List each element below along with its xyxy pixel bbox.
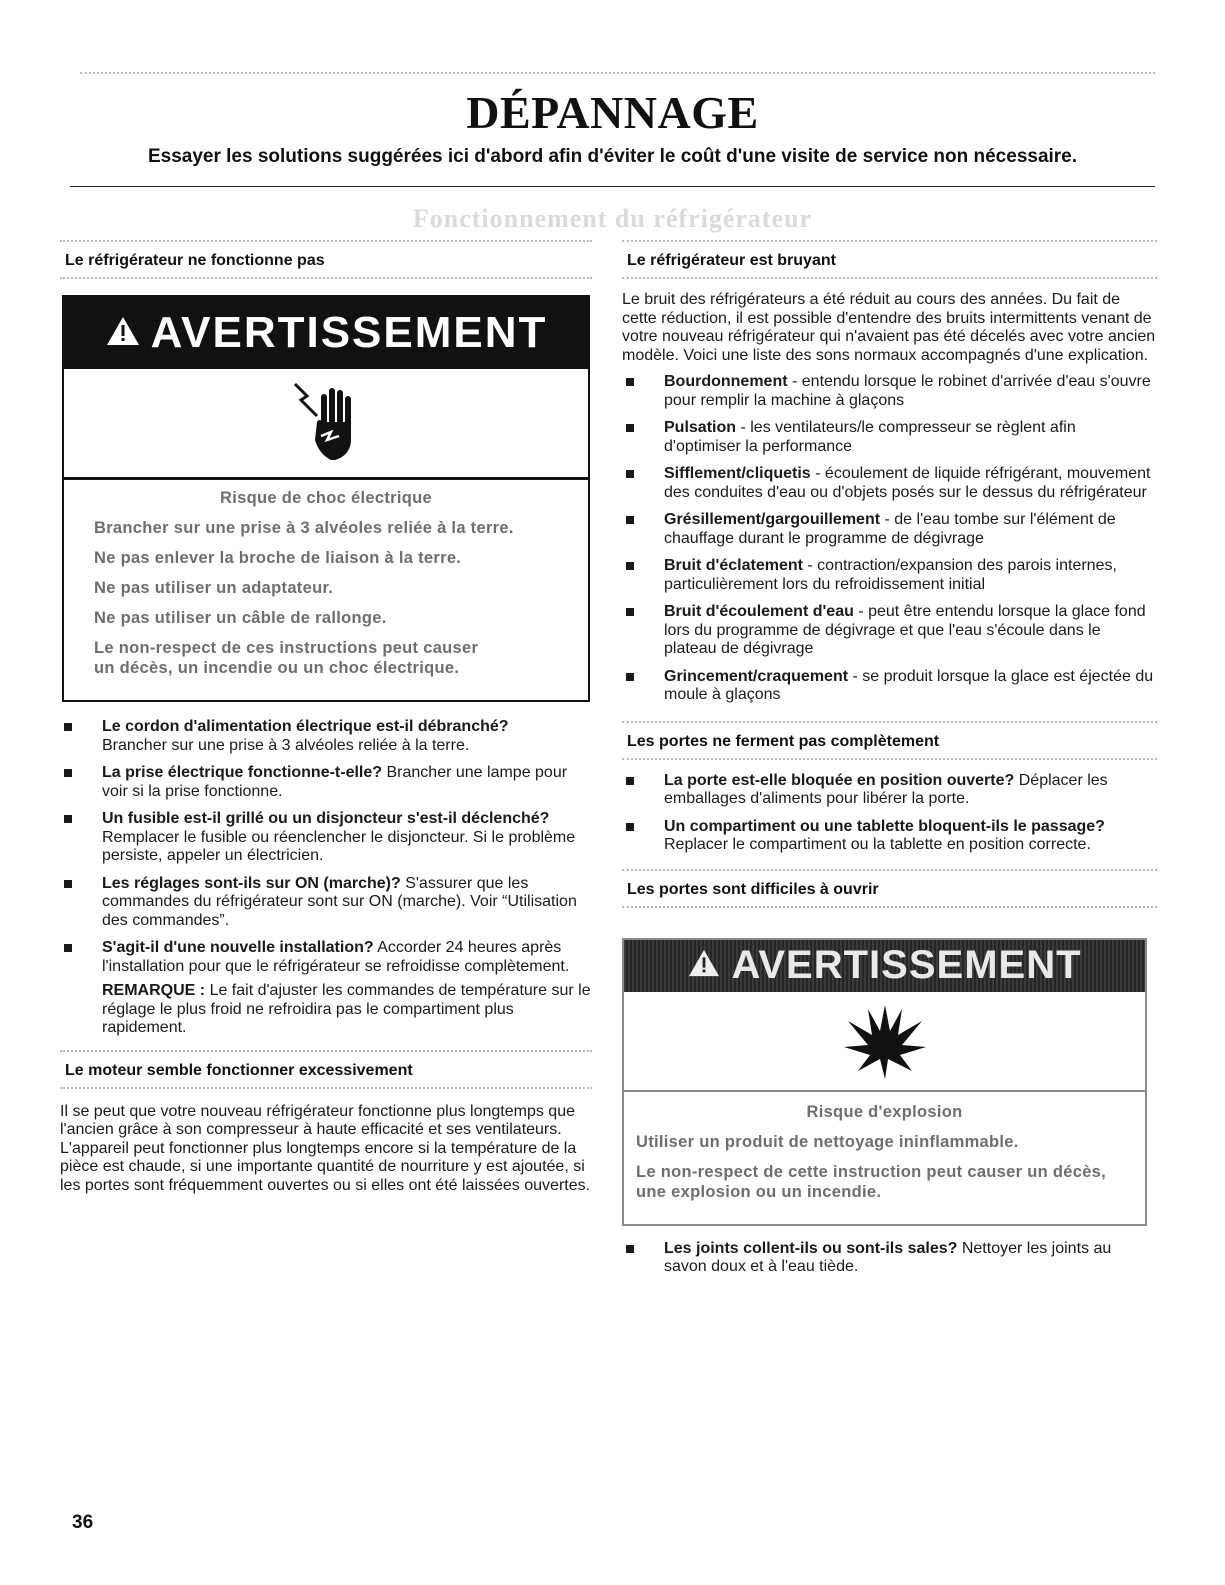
- section-heading: Fonctionnement du réfrigérateur: [412, 204, 813, 233]
- list-item: [60, 875, 592, 931]
- page-number: 36: [72, 1512, 94, 1533]
- item-answer: Déplacer les emballages d'aliments pour libérer la porte.: [664, 771, 1108, 807]
- page-subtitle: Essayer les solutions suggérées ici d'abord afin d'éviter le coût d'une visite de service non nécessaire.: [147, 146, 1078, 167]
- warning-triangle-icon: [105, 308, 141, 358]
- item-question: Les joints collent-ils ou sont-ils sales?: [664, 1239, 958, 1257]
- bullet-icon: [626, 1245, 634, 1253]
- electric-shock-hand-icon: [291, 378, 361, 468]
- warning-line: Ne pas utiliser un câble de rallonge.: [94, 609, 387, 627]
- bullet-icon: [64, 815, 72, 823]
- sound-desc: - de l'eau tombe sur l'élément de chauffage durant le programme de dégivrage: [664, 511, 1116, 547]
- shock-hazard-title: Risque de choc électrique: [220, 489, 432, 507]
- list-item: [60, 764, 592, 801]
- note-label: REMARQUE :: [102, 982, 206, 999]
- warning-consequence: une explosion ou un incendie.: [636, 1182, 882, 1201]
- warning-band: [624, 940, 1145, 992]
- sound-name: Bruit d'écoulement d'eau: [664, 603, 854, 620]
- item-question: Le cordon d'alimentation électrique est-il débranché?: [102, 718, 509, 735]
- list-item: [622, 772, 1157, 809]
- warning-consequence: un décès, un incendie ou un choc électrique.: [94, 659, 460, 677]
- sound-desc: - se produit lorsque la glace est éjectée du moule à glaçons: [664, 667, 1154, 703]
- warning-line: Utiliser un produit de nettoyage ininflammable.: [636, 1132, 1019, 1151]
- sound-desc: - peut être entendu lorsque la glace fond lors du programme de dégivrage et que l'eau s'écoule dans le plateau de dégivrage: [664, 603, 1146, 657]
- sound-desc: - écoulement de liquide réfrigérant, mouvement des conduites d'eau ou d'objets posés sur le dessus du réfrigérateur: [664, 465, 1151, 501]
- note-text: Le fait d'ajuster les commandes de température sur le réglage le plus froid ne refroidira pas le compartiment plus rapidement.: [102, 982, 591, 1036]
- warning-consequence: Le non-respect de ces instructions peut causer: [94, 639, 479, 657]
- sound-name: Pulsation: [664, 419, 737, 436]
- item-answer: Brancher une lampe pour voir si la prise fonctionne.: [102, 764, 568, 800]
- sound-name: Sifflement/cliquetis: [664, 465, 811, 482]
- item-question: S'agit-il d'une nouvelle installation?: [102, 939, 374, 956]
- joints-checklist: [622, 1240, 1157, 1277]
- explosion-hazard-title: Risque d'explosion: [806, 1102, 963, 1121]
- bullet-icon: [626, 470, 634, 478]
- bullet-icon: [626, 608, 634, 616]
- item-answer: Replacer le compartiment ou la tablette en position correcte.: [664, 836, 1091, 853]
- list-item: [60, 939, 592, 976]
- warning-consequence: Le non-respect de cette instruction peut causer un décès,: [636, 1162, 1107, 1181]
- bullet-icon: [64, 723, 72, 731]
- warning-triangle-icon: [687, 943, 721, 988]
- item-answer: Remplacer le fusible ou réenclencher le disjoncteur. Si le problème persiste, appeler un électricien.: [102, 828, 576, 864]
- warning-band-label: AVERTISSEMENT: [150, 308, 548, 357]
- list-item: [622, 603, 1157, 659]
- header-divider: [70, 186, 1155, 187]
- bullet-icon: [626, 378, 634, 386]
- bullet-icon: [626, 777, 634, 785]
- shock-warning-box: [62, 295, 590, 702]
- top-dotted-rule: [80, 72, 1155, 74]
- not-running-checklist: [60, 718, 592, 976]
- warning-line: Ne pas utiliser un adaptateur.: [94, 579, 334, 597]
- item-answer: Brancher sur une prise à 3 alvéoles reliée à la terre.: [102, 736, 470, 754]
- section-doors-close-heading: Les portes ne ferment pas complètement: [622, 721, 1157, 760]
- item-question: La prise électrique fonctionne-t-elle?: [102, 764, 383, 781]
- item-question: Les réglages sont-ils sur ON (marche)?: [102, 874, 401, 892]
- bullet-icon: [626, 673, 634, 681]
- bullet-icon: [626, 516, 634, 524]
- list-item: [622, 465, 1157, 502]
- sound-desc: - les ventilateurs/le compresseur se règlent afin d'optimiser la performance: [664, 419, 1076, 455]
- sound-name: Grincement/craquement: [664, 667, 849, 685]
- list-item: [60, 718, 592, 755]
- item-answer: Accorder 24 heures après l'installation pour que le réfrigérateur se refroidisse complètement.: [102, 939, 570, 975]
- sound-desc: - entendu lorsque le robinet d'arrivée d'eau s'ouvre pour remplir la machine à glaçons: [664, 373, 1151, 409]
- sound-name: Grésillement/gargouillement: [664, 511, 881, 528]
- explosion-hazard-area: [624, 992, 1145, 1092]
- warning-line: Ne pas enlever la broche de liaison à la terre.: [94, 549, 462, 567]
- warning-band: [64, 297, 588, 369]
- list-item: [622, 511, 1157, 548]
- left-column: [60, 240, 592, 1195]
- item-question: La porte est-elle bloquée en position ouverte?: [664, 771, 1015, 789]
- sound-name: Bruit d'éclatement: [664, 557, 803, 574]
- list-item: [622, 419, 1157, 456]
- section-doors-open-heading: Les portes sont difficiles à ouvrir: [622, 869, 1157, 908]
- sound-name: Bourdonnement: [664, 373, 788, 390]
- item-answer: S'assurer que les commandes du réfrigérateur sont sur ON (marche). Voir “Utilisation des commandes”.: [102, 874, 577, 929]
- list-item: [622, 668, 1157, 705]
- note: [60, 982, 592, 1038]
- doors-close-checklist: [622, 772, 1157, 855]
- explosion-warning-box: [622, 938, 1147, 1226]
- list-item: [622, 373, 1157, 410]
- right-column: [622, 240, 1157, 1286]
- list-item: [622, 1240, 1157, 1277]
- bullet-icon: [626, 562, 634, 570]
- section-motor-heading: Le moteur semble fonctionner excessivement: [60, 1050, 592, 1089]
- page-title: DÉPANNAGE: [466, 87, 759, 138]
- list-item: [622, 818, 1157, 855]
- item-question: Un compartiment ou une tablette bloquent-ils le passage?: [664, 817, 1105, 835]
- shock-hazard-area: [64, 369, 588, 480]
- list-item: [622, 557, 1157, 594]
- explosion-icon: [840, 1001, 930, 1081]
- warning-line: Brancher sur une prise à 3 alvéoles reliée à la terre.: [94, 519, 514, 537]
- bullet-icon: [64, 880, 72, 888]
- bullet-icon: [626, 424, 634, 432]
- section-noisy-heading: Le réfrigérateur est bruyant: [622, 240, 1157, 279]
- bullet-icon: [626, 823, 634, 831]
- motor-paragraph: Il se peut que votre nouveau réfrigérateur fonctionne plus longtemps que l'ancien grâce à son compresseur à haute efficacité et ses ventilateurs. L'appareil peut fonctionner plus longtemps encore si la température de la pièce est chaude, si une importante quantité de nourriture y est ajoutée, si les portes sont fréquemment ouvertes ou si elles ont été laissées ouvertes.: [60, 1102, 591, 1194]
- list-item: [60, 810, 592, 866]
- sound-desc: - contraction/expansion des parois internes, particulièrement lors du refroidissement initial: [664, 557, 1117, 593]
- section-not-running-heading: Le réfrigérateur ne fonctionne pas: [60, 240, 592, 279]
- warning-band-label: AVERTISSEMENT: [731, 943, 1082, 987]
- noisy-intro: Le bruit des réfrigérateurs a été réduit au cours des années. Du fait de cette réduction, il est possible d'entendre des bruits intermittents venant de votre nouveau réfrigérateur qui n'avaient pas été décelés avec votre ancien modèle. Voici une liste des sons normaux accompagnés d'une explication.: [622, 291, 1156, 364]
- item-answer: Nettoyer les joints au savon doux et à l'eau tiède.: [664, 1239, 1112, 1275]
- bullet-icon: [64, 944, 72, 952]
- bullet-icon: [64, 769, 72, 777]
- sounds-list: [622, 373, 1157, 705]
- item-question: Un fusible est-il grillé ou un disjoncteur s'est-il déclenché?: [102, 810, 550, 827]
